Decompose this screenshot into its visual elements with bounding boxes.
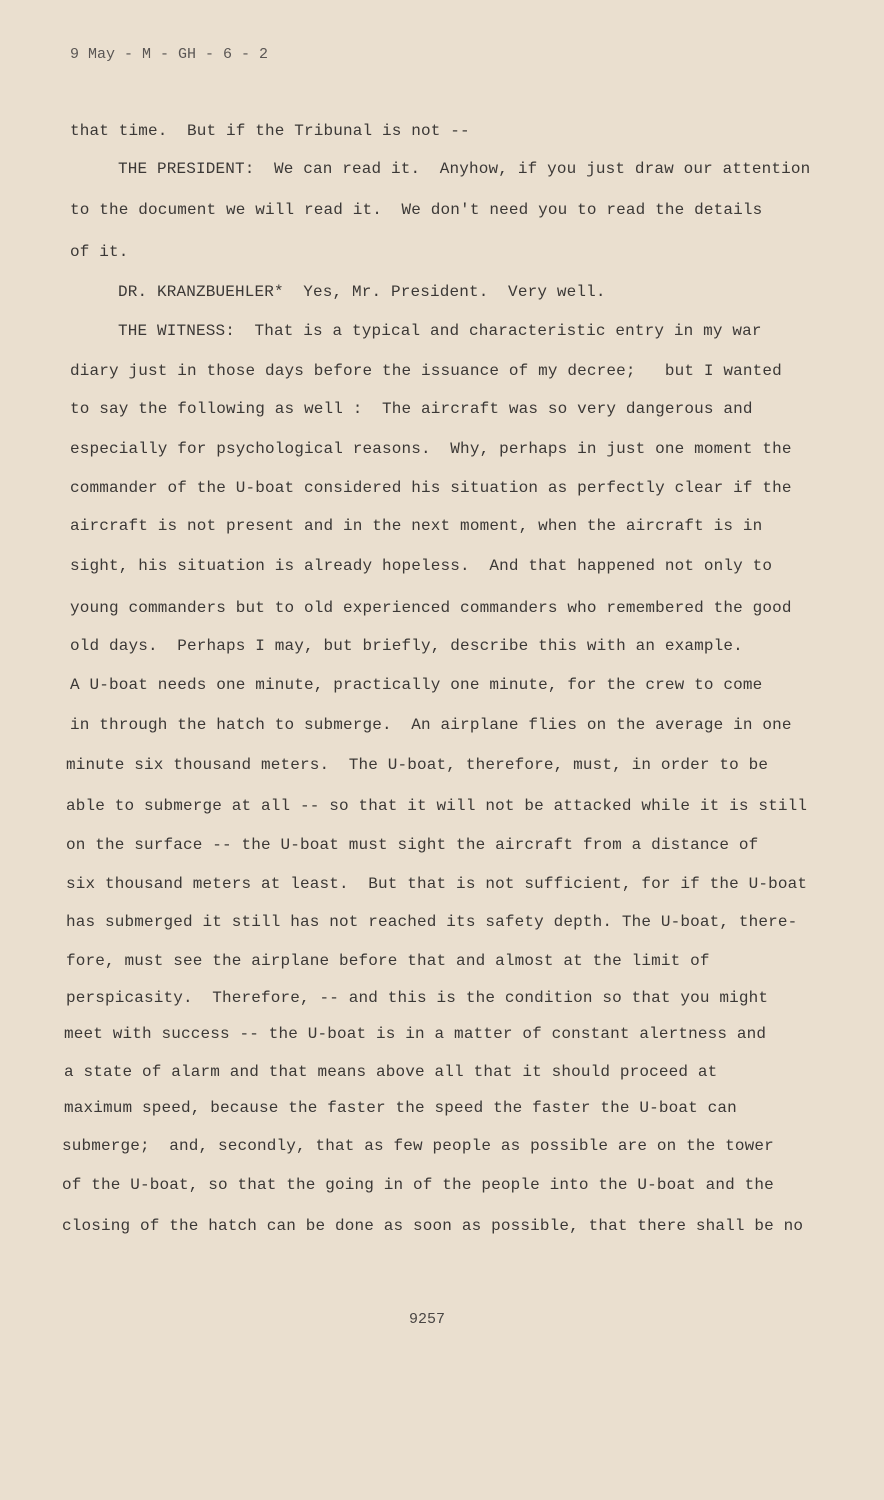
text-line: of the U-boat, so that the going in of the people into the U-boat and the	[62, 1176, 774, 1194]
text-line: THE WITNESS: That is a typical and characteristic entry in my war	[118, 322, 762, 340]
text-line: to say the following as well : The aircraft was so very dangerous and	[70, 400, 753, 418]
text-line: to the document we will read it. We don't need you to read the details	[70, 201, 763, 219]
page-number: 9257	[409, 1311, 446, 1328]
text-line: submerge; and, secondly, that as few people as possible are on the tower	[62, 1137, 774, 1155]
text-line: sight, his situation is already hopeless. And that happened not only to	[70, 557, 773, 575]
text-line: meet with success -- the U-boat is in a matter of constant alertness and	[64, 1025, 767, 1043]
text-line: a state of alarm and that means above all that it should proceed at	[64, 1063, 718, 1081]
text-line: old days. Perhaps I may, but briefly, describe this with an example.	[70, 637, 743, 655]
text-line: maximum speed, because the faster the speed the faster the U-boat can	[64, 1099, 737, 1117]
text-line: perspicasity. Therefore, -- and this is the condition so that you might	[66, 989, 769, 1007]
text-line: able to submerge at all -- so that it will not be attacked while it is still	[66, 797, 808, 815]
text-line: aircraft is not present and in the next moment, when the aircraft is in	[70, 517, 763, 535]
text-line: THE PRESIDENT: We can read it. Anyhow, if you just draw our attention	[118, 160, 811, 178]
text-line: that time. But if the Tribunal is not --	[70, 122, 470, 140]
text-line: minute six thousand meters. The U-boat, therefore, must, in order to be	[66, 756, 769, 774]
text-line: diary just in those days before the issuance of my decree; but I wanted	[70, 362, 782, 380]
text-line: especially for psychological reasons. Why, perhaps in just one moment the	[70, 440, 792, 458]
text-line: A U-boat needs one minute, practically one minute, for the crew to come	[70, 676, 763, 694]
text-line: young commanders but to old experienced commanders who remembered the good	[70, 599, 792, 617]
text-line: commander of the U-boat considered his situation as perfectly clear if the	[70, 479, 792, 497]
text-line: in through the hatch to submerge. An airplane flies on the average in one	[70, 716, 792, 734]
text-line: six thousand meters at least. But that is not sufficient, for if the U-boat	[66, 875, 808, 893]
text-line: closing of the hatch can be done as soon as possible, that there shall be no	[62, 1217, 804, 1235]
page-header: 9 May - M - GH - 6 - 2	[70, 46, 269, 63]
text-line: has submerged it still has not reached its safety depth. The U-boat, there-	[66, 913, 798, 931]
text-line: DR. KRANZBUEHLER* Yes, Mr. President. Very well.	[118, 283, 606, 301]
text-line: on the surface -- the U-boat must sight the aircraft from a distance of	[66, 836, 759, 854]
text-line: fore, must see the airplane before that and almost at the limit of	[66, 952, 710, 970]
text-line: of it.	[70, 243, 129, 261]
